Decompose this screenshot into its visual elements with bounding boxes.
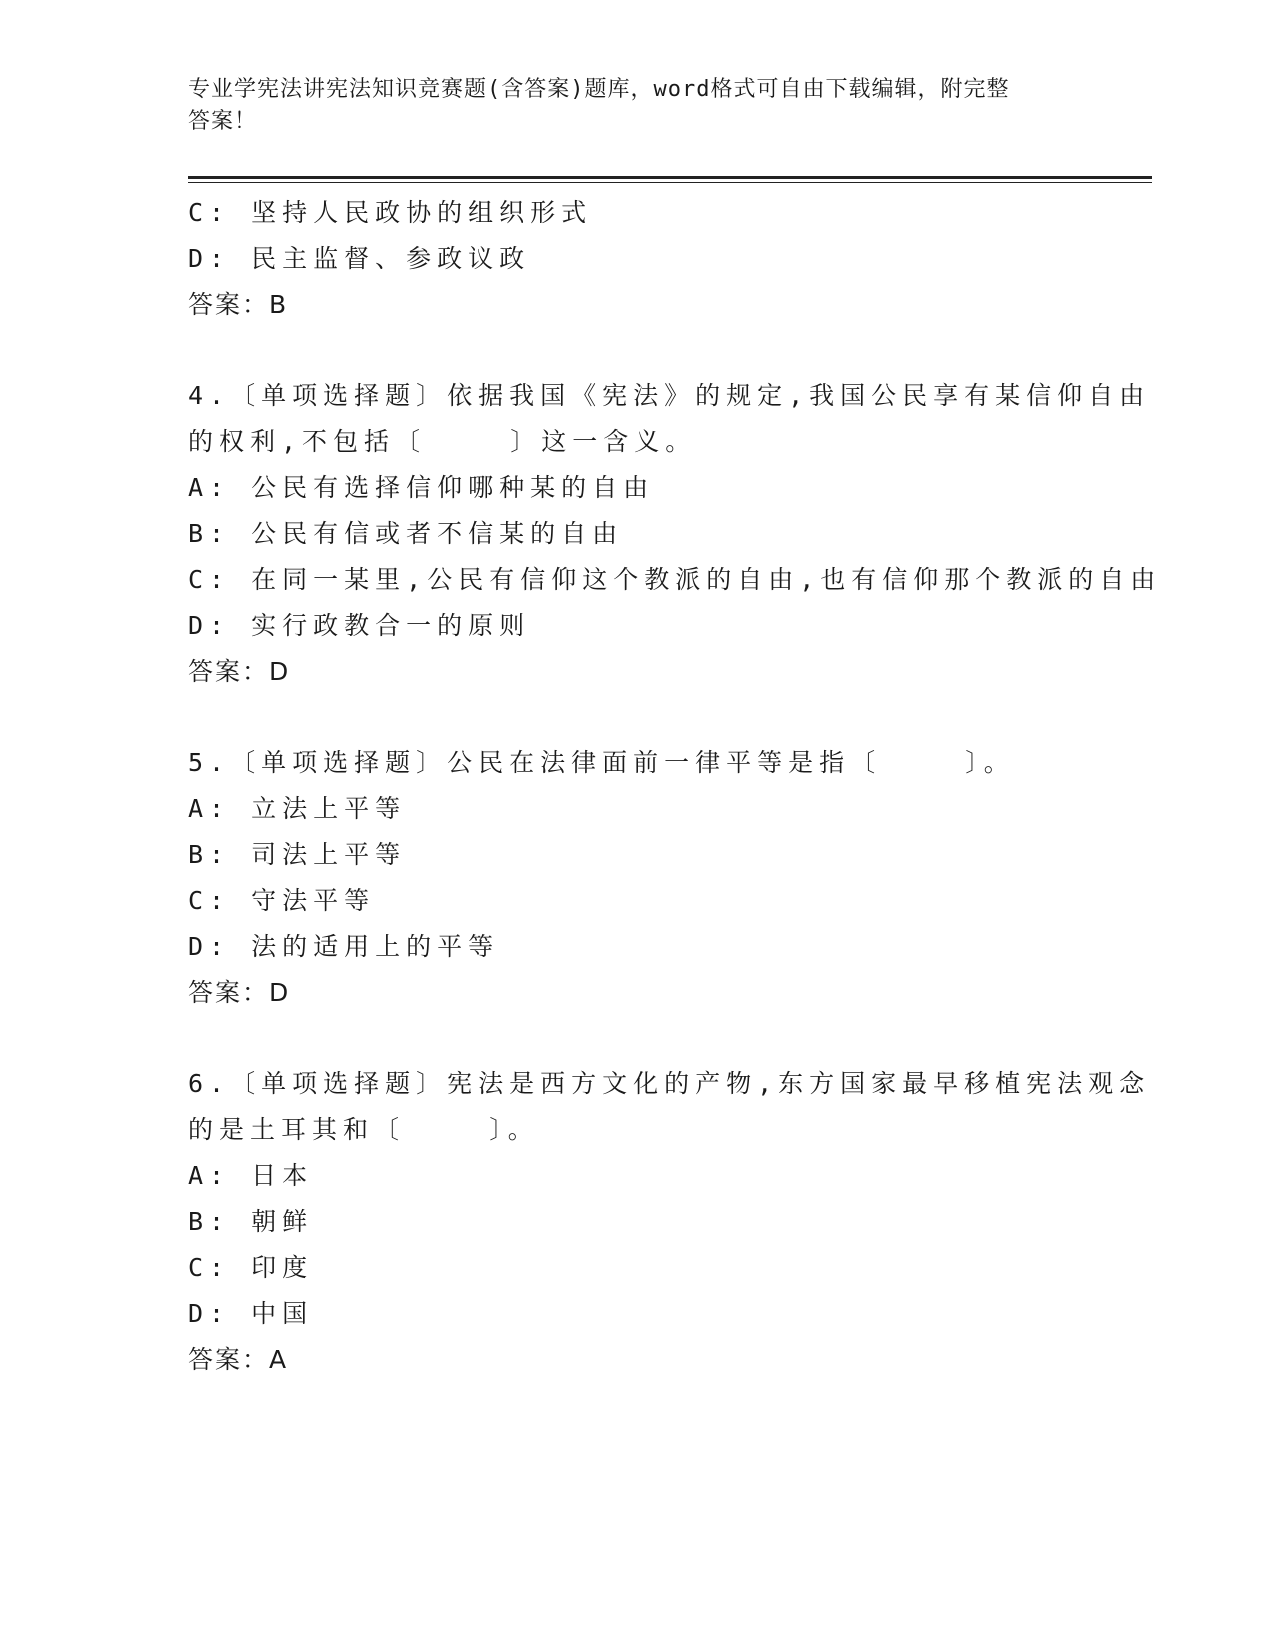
question-6 (188, 1061, 1151, 1383)
header-divider-thick (188, 176, 1152, 179)
answer-line: 答案：D (188, 978, 291, 1007)
option-a: A: 立法上平等 (188, 794, 407, 823)
document-header (188, 74, 1068, 138)
option-a: A: 日本 (188, 1161, 314, 1190)
option-c: C: 印度 (188, 1253, 314, 1282)
header-line-1: 专业学宪法讲宪法知识竞赛题(含答案)题库，word格式可自由下载编辑，附完整 (188, 77, 1010, 102)
question-3-continued (188, 190, 1088, 328)
header-line-2: 答案！ (188, 109, 258, 134)
answer-line: 答案：A (188, 1345, 289, 1374)
option-b: B: 公民有信或者不信某的自由 (188, 519, 624, 548)
question-4 (188, 373, 1162, 695)
option-b: B: 朝鲜 (188, 1207, 314, 1236)
question-stem: 4.〔单项选择题〕依据我国《宪法》的规定,我国公民享有某信仰自由 (188, 381, 1151, 410)
option-c: C: 坚持人民政协的组织形式 (188, 198, 593, 227)
option-d: D: 实行政教合一的原则 (188, 611, 531, 640)
answer-line: 答案：D (188, 657, 291, 686)
option-b: B: 司法上平等 (188, 840, 407, 869)
question-5 (188, 740, 1088, 1016)
question-stem: 5.〔单项选择题〕公民在法律面前一律平等是指〔 〕。 (188, 748, 1015, 777)
answer-line: 答案：B (188, 290, 289, 319)
option-c: C: 在同一某里,公民有信仰这个教派的自由,也有信仰那个教派的自由 (188, 565, 1162, 594)
header-divider-thin (188, 182, 1152, 183)
question-list (188, 190, 1162, 1383)
option-a: A: 公民有选择信仰哪种某的自由 (188, 473, 655, 502)
question-stem-continued: 的权利,不包括〔 〕这一含义。 (188, 427, 697, 456)
option-d: D: 中国 (188, 1299, 314, 1328)
option-c: C: 守法平等 (188, 886, 376, 915)
option-d: D: 民主监督、参政议政 (188, 244, 531, 273)
option-d: D: 法的适用上的平等 (188, 932, 500, 961)
question-stem: 6.〔单项选择题〕宪法是西方文化的产物,东方国家最早移植宪法观念 (188, 1069, 1151, 1098)
question-stem-continued: 的是土耳其和〔 〕。 (188, 1115, 539, 1144)
